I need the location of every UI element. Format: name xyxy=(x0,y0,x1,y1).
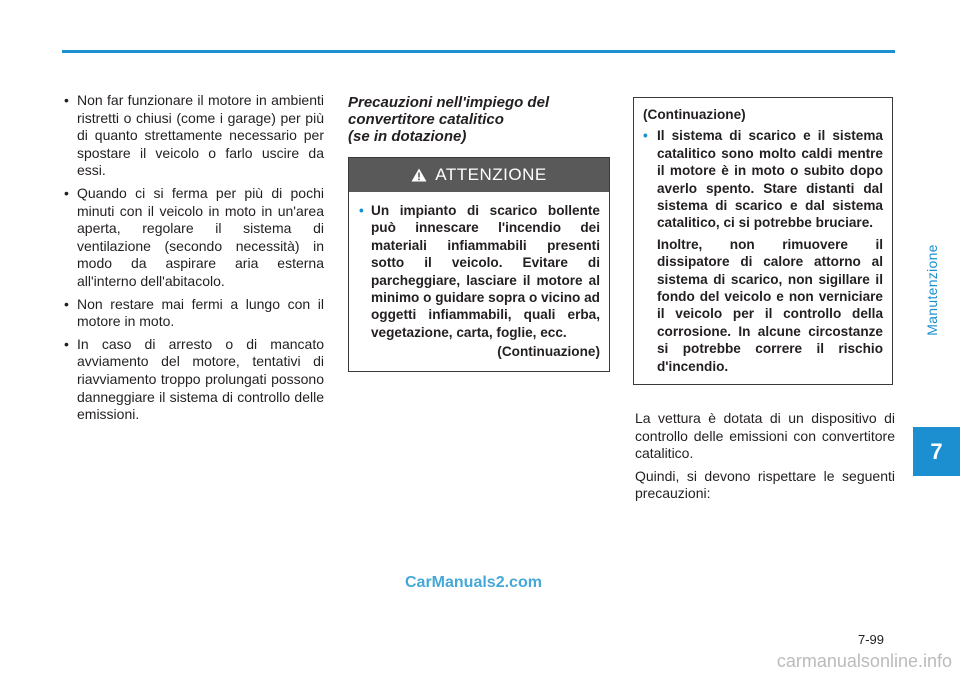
continuation-title: (Continuazione) xyxy=(643,107,746,122)
column-2 xyxy=(348,94,610,372)
list-item: • In caso di arresto o di mancato avviamento del motore, tentativi di riavviamento troppo prolungati possono danneggiare il sistema di controllo delle emissioni. xyxy=(62,336,324,424)
section-title xyxy=(348,94,610,145)
bullet-list xyxy=(62,92,324,424)
body-text-block xyxy=(633,410,895,503)
watermark-link[interactable]: CarManuals2.com xyxy=(405,574,542,591)
warning-item: • Un impianto di scarico bollente può innescare l'incendio dei materiali infiammabili presenti sotto il veicolo. Evitare di parcheggiare, lasciare il motore al minimo o guidare sopra o vicino ad oggetti infiammabili, quali erba, vegetazione, carta, foglie, ecc. xyxy=(359,202,600,341)
warning-box xyxy=(348,157,610,372)
site-watermark: carmanualsonline.info xyxy=(776,651,952,671)
warning-heading: ATTENZIONE xyxy=(435,165,547,184)
list-item: • Non far funzionare il motore in ambienti ristretti o chiusi (come i garage) per più di quanto strettamente necessario per spostare il veicolo o farlo uscire da essi. xyxy=(62,92,324,180)
body-paragraph: La vettura è dotata di un dispositivo di controllo delle emissioni con convertitore catalitico. xyxy=(635,410,895,462)
list-item: • Quando ci si ferma per più di pochi minuti con il veicolo in moto in un'area aperta, regolare il sistema di ventilazione (secondo necessità) in modo da aspirare aria esterna all'interno dell'abitacolo. xyxy=(62,185,324,291)
page-number: 7-99 xyxy=(858,632,885,647)
section-title-line: Precauzioni nell'impiego del xyxy=(348,94,550,111)
body-paragraph: Quindi, si devono rispettare le seguenti precauzioni: xyxy=(635,467,895,502)
warning-continuation-box xyxy=(633,97,893,385)
warning-triangle-icon xyxy=(411,168,427,182)
section-title-line: (se in dotazione) xyxy=(348,128,467,145)
warning-body xyxy=(349,192,609,371)
column-1 xyxy=(62,92,324,429)
header-rule xyxy=(62,50,895,53)
column-3 xyxy=(633,97,895,508)
section-label-text: Manutenzione xyxy=(924,244,940,336)
section-title-line: convertitore catalitico xyxy=(348,111,504,128)
list-item: • Non restare mai fermi a lungo con il motore in moto. xyxy=(62,296,324,331)
warning-paragraph: Inoltre, non rimuovere il dissipatore di calore attorno al sistema di scarico, non sigillare il fondo del veicolo e non verniciare il veicolo per il controllo della corrosione. In alcune circostanze si potrebbe correre il rischio d'incendio. xyxy=(657,236,883,374)
continued-note: (Continuazione) xyxy=(497,344,600,360)
warning-item: • Il sistema di scarico e il sistema catalitico sono molto caldi mentre il motore è in moto o subito dopo averlo spento. Stare distanti dal sistema di scarico e dal sistema catalitico, ci si potrebbe bruciare. xyxy=(643,127,883,231)
chapter-tab: 7 xyxy=(913,427,960,476)
section-label xyxy=(919,160,945,420)
warning-header xyxy=(349,158,609,192)
